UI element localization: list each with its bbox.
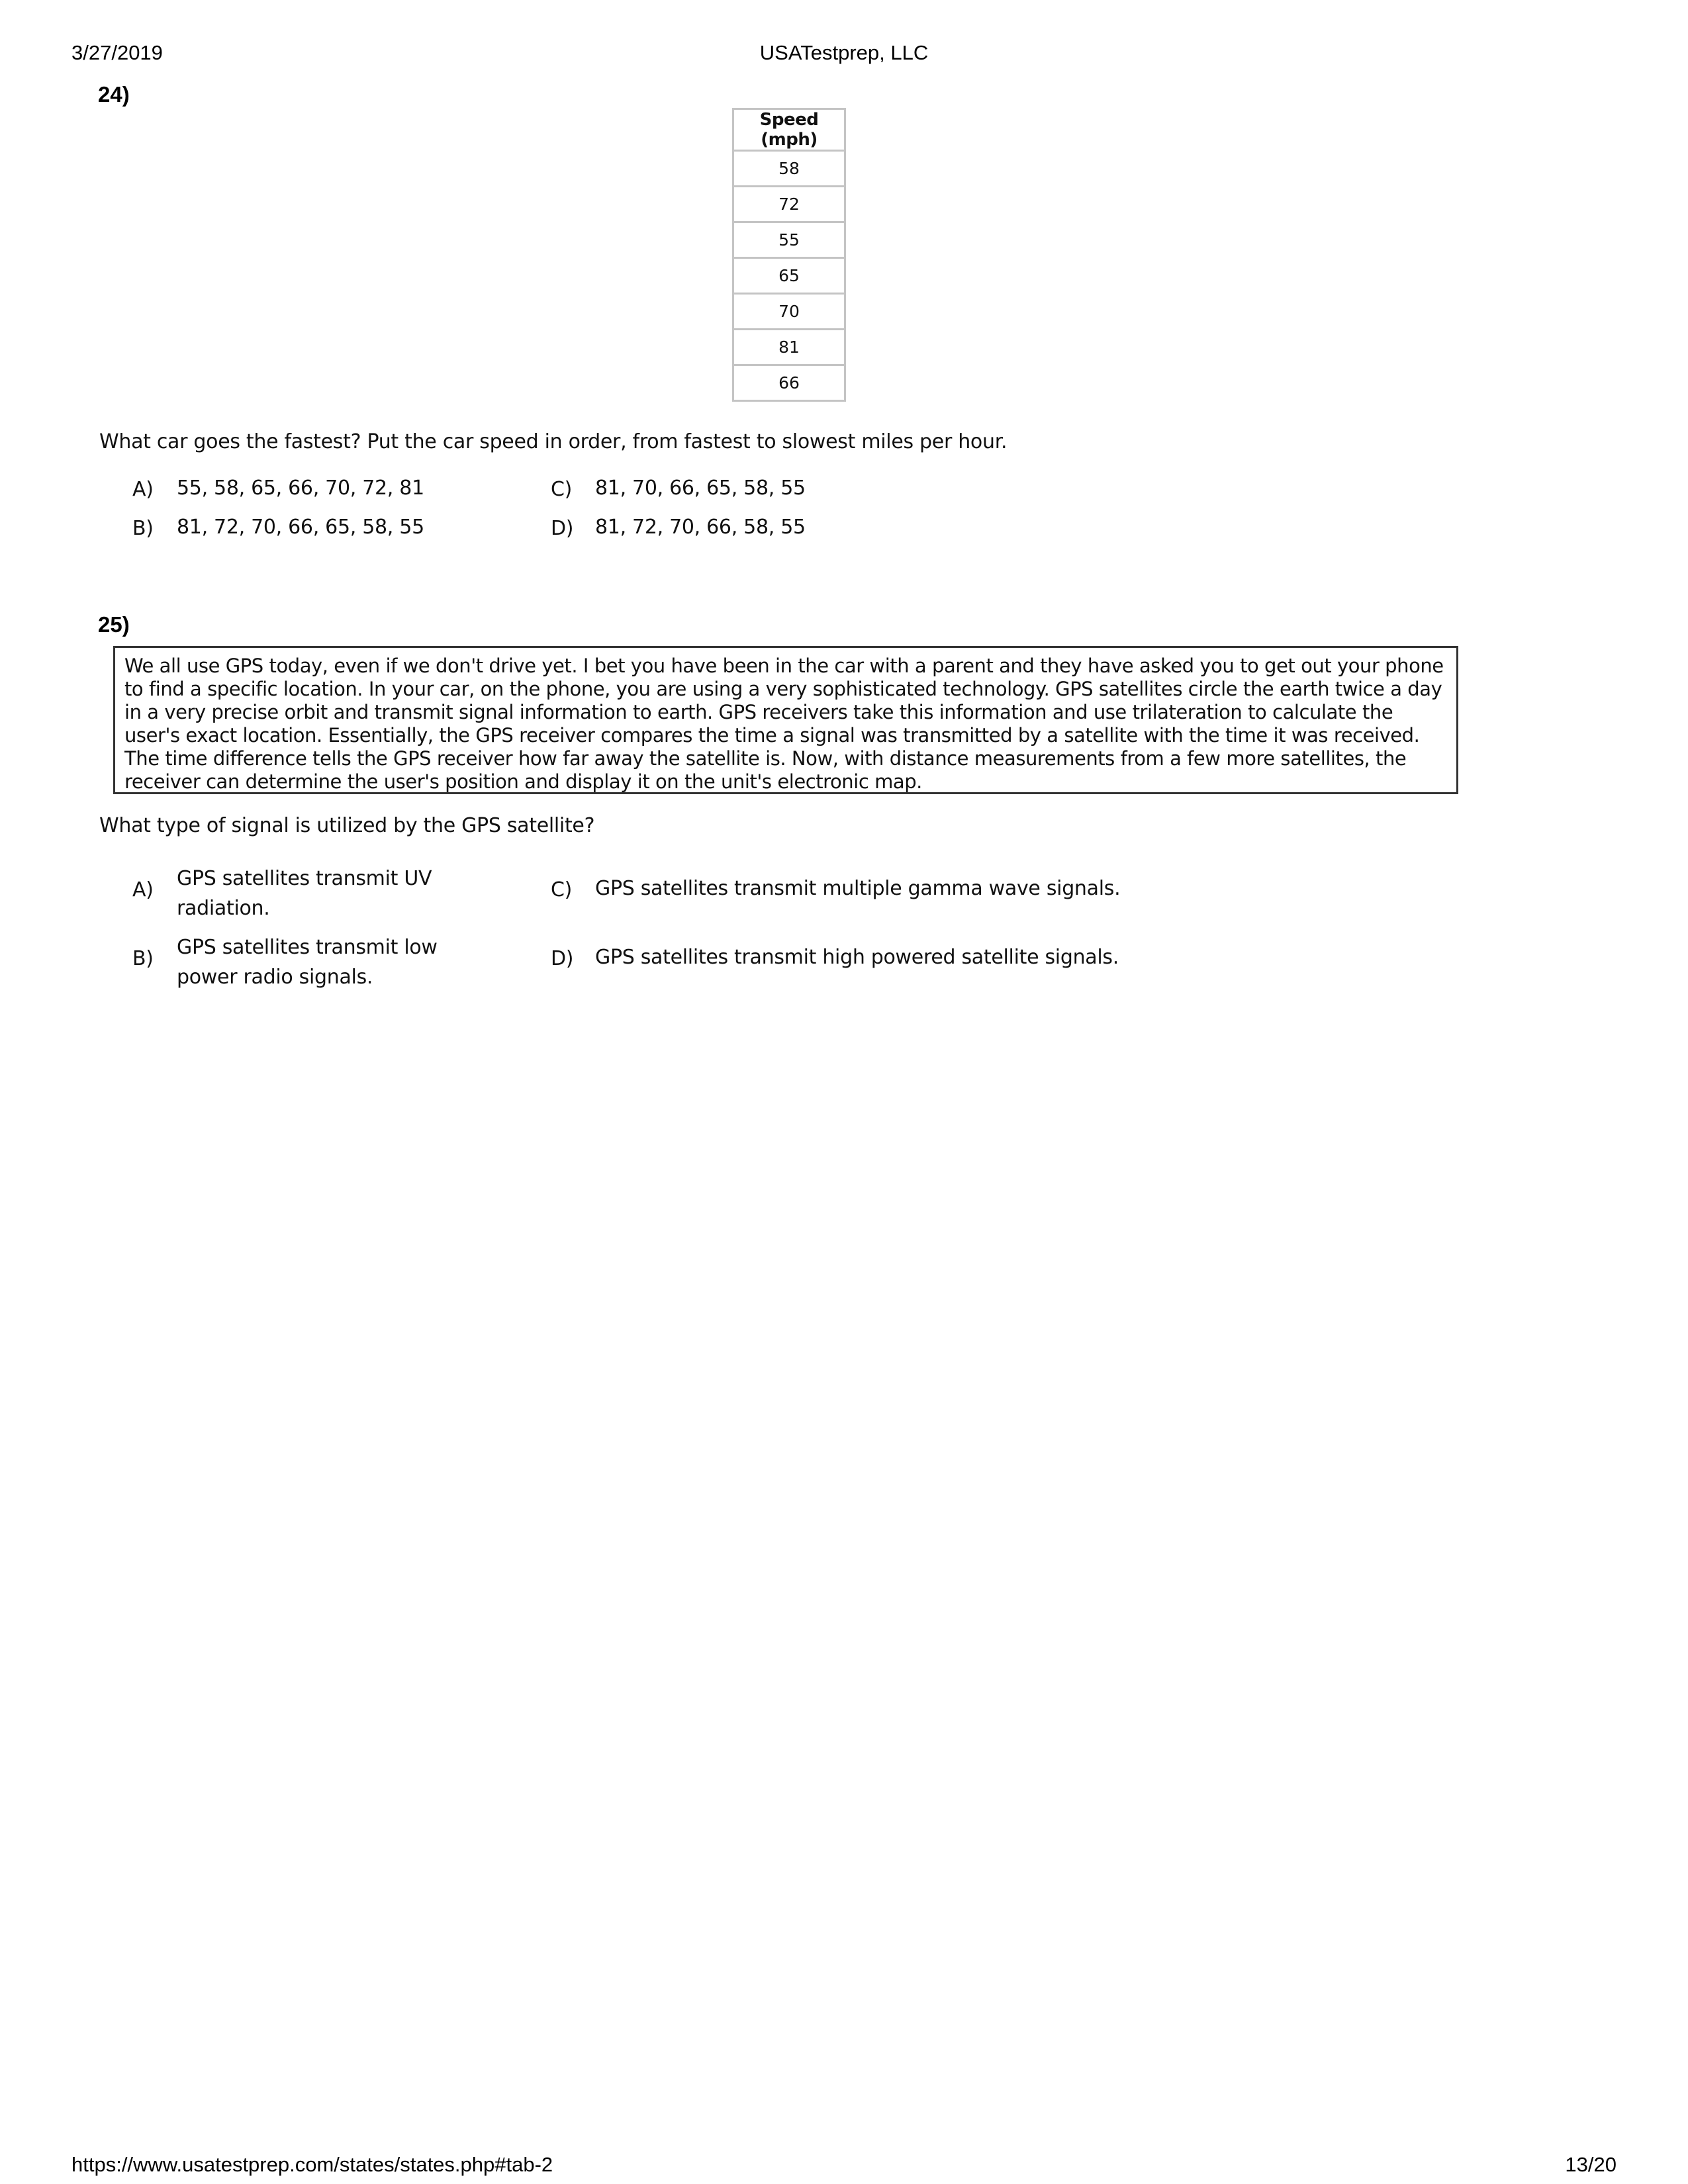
speed-table-cell: 58	[733, 151, 845, 187]
question-25-number: 25)	[98, 612, 130, 637]
choice-letter: A)	[132, 878, 154, 901]
print-header	[71, 41, 1617, 68]
choice-text: GPS satellites transmit low power radio signals.	[177, 936, 438, 989]
choice-letter: B)	[132, 947, 154, 970]
page-url: https://www.usatestprep.com/states/states.php#tab-2	[71, 2153, 553, 2176]
question-25-prompt: What type of signal is utilized by the GPS satellite?	[99, 814, 595, 837]
print-date: 3/27/2019	[71, 41, 163, 64]
answer-choice-b[interactable]	[132, 517, 503, 547]
speed-table-header: Speed (mph)	[733, 109, 845, 151]
choice-letter: C)	[551, 878, 573, 901]
choice-text: 55, 58, 65, 66, 70, 72, 81	[177, 477, 424, 500]
speed-table-cell: 55	[733, 222, 845, 258]
choice-letter: B)	[132, 517, 154, 540]
choice-letter: A)	[132, 478, 154, 501]
answer-choice-a[interactable]	[132, 478, 503, 508]
answer-choice-d[interactable]	[551, 947, 1345, 977]
speed-table-cell: 66	[733, 365, 845, 401]
speed-table-cell: 72	[733, 187, 845, 222]
page-number: 13/20	[1565, 2153, 1617, 2176]
choice-text: GPS satellites transmit high powered satellite signals.	[595, 946, 1119, 969]
question-24-prompt: What car goes the fastest? Put the car speed in order, from fastest to slowest miles per hour.	[99, 430, 1008, 453]
choice-text: 81, 72, 70, 66, 65, 58, 55	[177, 516, 424, 539]
reading-passage: We all use GPS today, even if we don't drive yet. I bet you have been in the car with a parent and they have asked you to get out your phone to find a specific location. In your car, on the phone, you are using a very sophisticated technology. GPS satellites circle the earth twice a day in a very precise orbit and transmit signal information to earth. GPS receivers take this information and use trilateration to calculate the user's exact location. Essentially, the GPS receiver compares the time a signal was transmitted by a satellite with the time it was received. The time difference tells the GPS receiver how far away the satellite is. Now, with distance measurements from a few more satellites, the receiver can determine the user's position and display it on the unit's electronic map.	[113, 646, 1458, 794]
speed-table-cell: 65	[733, 258, 845, 294]
choice-text: GPS satellites transmit UV radiation.	[177, 867, 432, 920]
choice-text: 81, 72, 70, 66, 58, 55	[595, 516, 806, 539]
question-24-number: 24)	[98, 82, 130, 107]
answer-choice-a[interactable]	[132, 864, 530, 925]
choice-text: 81, 70, 66, 65, 58, 55	[595, 477, 806, 500]
answer-choice-d[interactable]	[551, 517, 921, 547]
answer-choice-c[interactable]	[551, 478, 921, 508]
choice-letter: D)	[551, 947, 574, 970]
speed-table-cell: 70	[733, 294, 845, 330]
document-title: USATestprep, LLC	[759, 41, 929, 64]
speed-table	[732, 108, 846, 402]
answer-choice-b[interactable]	[132, 933, 530, 993]
print-footer	[71, 2153, 1617, 2179]
answer-choice-c[interactable]	[551, 878, 1345, 908]
choice-text: GPS satellites transmit multiple gamma wave signals.	[595, 877, 1121, 900]
choice-letter: C)	[551, 478, 573, 501]
speed-table-cell: 81	[733, 330, 845, 365]
choice-letter: D)	[551, 517, 574, 540]
